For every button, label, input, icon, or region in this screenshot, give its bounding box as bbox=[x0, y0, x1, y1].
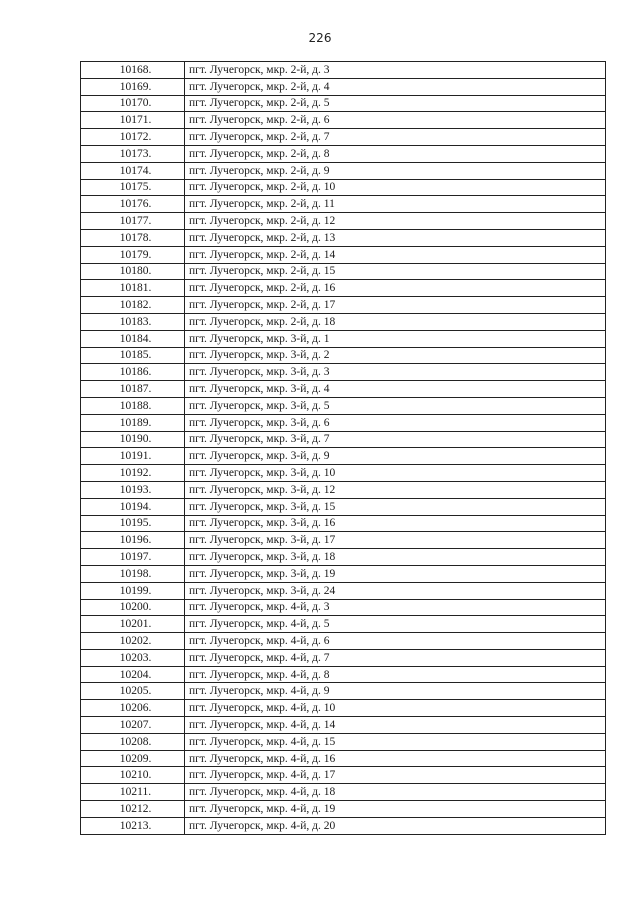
row-address: пгт. Лучегорск, мкр. 4-й, д. 8 bbox=[185, 666, 606, 683]
page-number: 226 bbox=[308, 31, 332, 45]
row-address: пгт. Лучегорск, мкр. 4-й, д. 9 bbox=[185, 683, 606, 700]
row-number: 10186. bbox=[81, 364, 185, 381]
address-table bbox=[80, 61, 606, 835]
row-address: пгт. Лучегорск, мкр. 2-й, д. 14 bbox=[185, 246, 606, 263]
row-number: 10174. bbox=[81, 162, 185, 179]
table-row bbox=[81, 78, 606, 95]
row-number: 10175. bbox=[81, 179, 185, 196]
row-number: 10192. bbox=[81, 465, 185, 482]
table-row bbox=[81, 347, 606, 364]
row-number: 10170. bbox=[81, 95, 185, 112]
table-row bbox=[81, 801, 606, 818]
row-address: пгт. Лучегорск, мкр. 3-й, д. 2 bbox=[185, 347, 606, 364]
row-address: пгт. Лучегорск, мкр. 2-й, д. 9 bbox=[185, 162, 606, 179]
row-number: 10194. bbox=[81, 498, 185, 515]
row-number: 10184. bbox=[81, 330, 185, 347]
row-address: пгт. Лучегорск, мкр. 2-й, д. 17 bbox=[185, 297, 606, 314]
table-row bbox=[81, 414, 606, 431]
row-number: 10173. bbox=[81, 145, 185, 162]
row-number: 10169. bbox=[81, 78, 185, 95]
row-number: 10203. bbox=[81, 649, 185, 666]
row-number: 10209. bbox=[81, 750, 185, 767]
table-row bbox=[81, 112, 606, 129]
row-address: пгт. Лучегорск, мкр. 3-й, д. 12 bbox=[185, 481, 606, 498]
table-row bbox=[81, 649, 606, 666]
row-address: пгт. Лучегорск, мкр. 2-й, д. 3 bbox=[185, 62, 606, 79]
row-number: 10181. bbox=[81, 280, 185, 297]
row-number: 10190. bbox=[81, 431, 185, 448]
table-row bbox=[81, 364, 606, 381]
table-row bbox=[81, 817, 606, 834]
row-number: 10188. bbox=[81, 397, 185, 414]
row-number: 10171. bbox=[81, 112, 185, 129]
table-row bbox=[81, 633, 606, 650]
row-number: 10168. bbox=[81, 62, 185, 79]
table-row bbox=[81, 717, 606, 734]
row-number: 10195. bbox=[81, 515, 185, 532]
row-address: пгт. Лучегорск, мкр. 2-й, д. 11 bbox=[185, 196, 606, 213]
row-address: пгт. Лучегорск, мкр. 3-й, д. 24 bbox=[185, 582, 606, 599]
table-row bbox=[81, 616, 606, 633]
row-number: 10177. bbox=[81, 213, 185, 230]
row-number: 10210. bbox=[81, 767, 185, 784]
row-number: 10211. bbox=[81, 784, 185, 801]
row-address: пгт. Лучегорск, мкр. 4-й, д. 6 bbox=[185, 633, 606, 650]
table-row bbox=[81, 448, 606, 465]
row-address: пгт. Лучегорск, мкр. 2-й, д. 18 bbox=[185, 313, 606, 330]
table-row bbox=[81, 179, 606, 196]
row-address: пгт. Лучегорск, мкр. 3-й, д. 15 bbox=[185, 498, 606, 515]
row-address: пгт. Лучегорск, мкр. 3-й, д. 7 bbox=[185, 431, 606, 448]
table-row bbox=[81, 515, 606, 532]
row-address: пгт. Лучегорск, мкр. 2-й, д. 12 bbox=[185, 213, 606, 230]
row-number: 10197. bbox=[81, 549, 185, 566]
table-row bbox=[81, 62, 606, 79]
table-row bbox=[81, 95, 606, 112]
row-address: пгт. Лучегорск, мкр. 3-й, д. 10 bbox=[185, 465, 606, 482]
table-row bbox=[81, 599, 606, 616]
row-number: 10196. bbox=[81, 532, 185, 549]
table-row bbox=[81, 213, 606, 230]
row-address: пгт. Лучегорск, мкр. 2-й, д. 6 bbox=[185, 112, 606, 129]
table-row bbox=[81, 313, 606, 330]
table-row bbox=[81, 481, 606, 498]
table-row bbox=[81, 784, 606, 801]
row-address: пгт. Лучегорск, мкр. 3-й, д. 9 bbox=[185, 448, 606, 465]
row-address: пгт. Лучегорск, мкр. 4-й, д. 17 bbox=[185, 767, 606, 784]
row-address: пгт. Лучегорск, мкр. 4-й, д. 19 bbox=[185, 801, 606, 818]
table-row bbox=[81, 263, 606, 280]
table-row bbox=[81, 162, 606, 179]
table-row bbox=[81, 246, 606, 263]
row-number: 10176. bbox=[81, 196, 185, 213]
row-number: 10187. bbox=[81, 381, 185, 398]
table-row bbox=[81, 129, 606, 146]
row-address: пгт. Лучегорск, мкр. 4-й, д. 15 bbox=[185, 733, 606, 750]
row-address: пгт. Лучегорск, мкр. 4-й, д. 16 bbox=[185, 750, 606, 767]
table-row bbox=[81, 381, 606, 398]
row-address: пгт. Лучегорск, мкр. 2-й, д. 13 bbox=[185, 229, 606, 246]
row-number: 10201. bbox=[81, 616, 185, 633]
table-row bbox=[81, 700, 606, 717]
table-row bbox=[81, 733, 606, 750]
row-number: 10207. bbox=[81, 717, 185, 734]
table-row bbox=[81, 565, 606, 582]
row-number: 10208. bbox=[81, 733, 185, 750]
table-row bbox=[81, 750, 606, 767]
row-number: 10199. bbox=[81, 582, 185, 599]
row-address: пгт. Лучегорск, мкр. 3-й, д. 3 bbox=[185, 364, 606, 381]
table-row bbox=[81, 397, 606, 414]
row-address: пгт. Лучегорск, мкр. 3-й, д. 19 bbox=[185, 565, 606, 582]
table-row bbox=[81, 666, 606, 683]
table-row bbox=[81, 431, 606, 448]
row-address: пгт. Лучегорск, мкр. 3-й, д. 6 bbox=[185, 414, 606, 431]
table-row bbox=[81, 229, 606, 246]
row-number: 10178. bbox=[81, 229, 185, 246]
table-row bbox=[81, 330, 606, 347]
row-number: 10198. bbox=[81, 565, 185, 582]
table-row bbox=[81, 280, 606, 297]
row-address: пгт. Лучегорск, мкр. 4-й, д. 3 bbox=[185, 599, 606, 616]
row-address: пгт. Лучегорск, мкр. 4-й, д. 18 bbox=[185, 784, 606, 801]
row-number: 10205. bbox=[81, 683, 185, 700]
row-address: пгт. Лучегорск, мкр. 3-й, д. 17 bbox=[185, 532, 606, 549]
row-number: 10206. bbox=[81, 700, 185, 717]
row-number: 10183. bbox=[81, 313, 185, 330]
row-address: пгт. Лучегорск, мкр. 4-й, д. 14 bbox=[185, 717, 606, 734]
row-number: 10172. bbox=[81, 129, 185, 146]
row-number: 10189. bbox=[81, 414, 185, 431]
row-number: 10202. bbox=[81, 633, 185, 650]
row-number: 10213. bbox=[81, 817, 185, 834]
row-address: пгт. Лучегорск, мкр. 2-й, д. 16 bbox=[185, 280, 606, 297]
row-address: пгт. Лучегорск, мкр. 4-й, д. 10 bbox=[185, 700, 606, 717]
table-row bbox=[81, 145, 606, 162]
row-number: 10180. bbox=[81, 263, 185, 280]
row-number: 10212. bbox=[81, 801, 185, 818]
row-number: 10193. bbox=[81, 481, 185, 498]
row-address: пгт. Лучегорск, мкр. 3-й, д. 18 bbox=[185, 549, 606, 566]
row-number: 10182. bbox=[81, 297, 185, 314]
table-row bbox=[81, 683, 606, 700]
row-number: 10185. bbox=[81, 347, 185, 364]
table-row bbox=[81, 465, 606, 482]
row-number: 10204. bbox=[81, 666, 185, 683]
row-address: пгт. Лучегорск, мкр. 3-й, д. 1 bbox=[185, 330, 606, 347]
row-address: пгт. Лучегорск, мкр. 2-й, д. 8 bbox=[185, 145, 606, 162]
table-row bbox=[81, 549, 606, 566]
row-address: пгт. Лучегорск, мкр. 4-й, д. 20 bbox=[185, 817, 606, 834]
row-address: пгт. Лучегорск, мкр. 2-й, д. 15 bbox=[185, 263, 606, 280]
row-address: пгт. Лучегорск, мкр. 2-й, д. 7 bbox=[185, 129, 606, 146]
table-row bbox=[81, 532, 606, 549]
address-table-body bbox=[81, 62, 606, 835]
row-address: пгт. Лучегорск, мкр. 4-й, д. 7 bbox=[185, 649, 606, 666]
row-address: пгт. Лучегорск, мкр. 3-й, д. 4 bbox=[185, 381, 606, 398]
table-row bbox=[81, 498, 606, 515]
row-address: пгт. Лучегорск, мкр. 2-й, д. 4 bbox=[185, 78, 606, 95]
row-number: 10200. bbox=[81, 599, 185, 616]
row-number: 10191. bbox=[81, 448, 185, 465]
row-address: пгт. Лучегорск, мкр. 3-й, д. 16 bbox=[185, 515, 606, 532]
row-address: пгт. Лучегорск, мкр. 3-й, д. 5 bbox=[185, 397, 606, 414]
row-address: пгт. Лучегорск, мкр. 2-й, д. 10 bbox=[185, 179, 606, 196]
row-address: пгт. Лучегорск, мкр. 4-й, д. 5 bbox=[185, 616, 606, 633]
row-address: пгт. Лучегорск, мкр. 2-й, д. 5 bbox=[185, 95, 606, 112]
table-row bbox=[81, 297, 606, 314]
table-row bbox=[81, 196, 606, 213]
table-row bbox=[81, 582, 606, 599]
row-number: 10179. bbox=[81, 246, 185, 263]
table-row bbox=[81, 767, 606, 784]
